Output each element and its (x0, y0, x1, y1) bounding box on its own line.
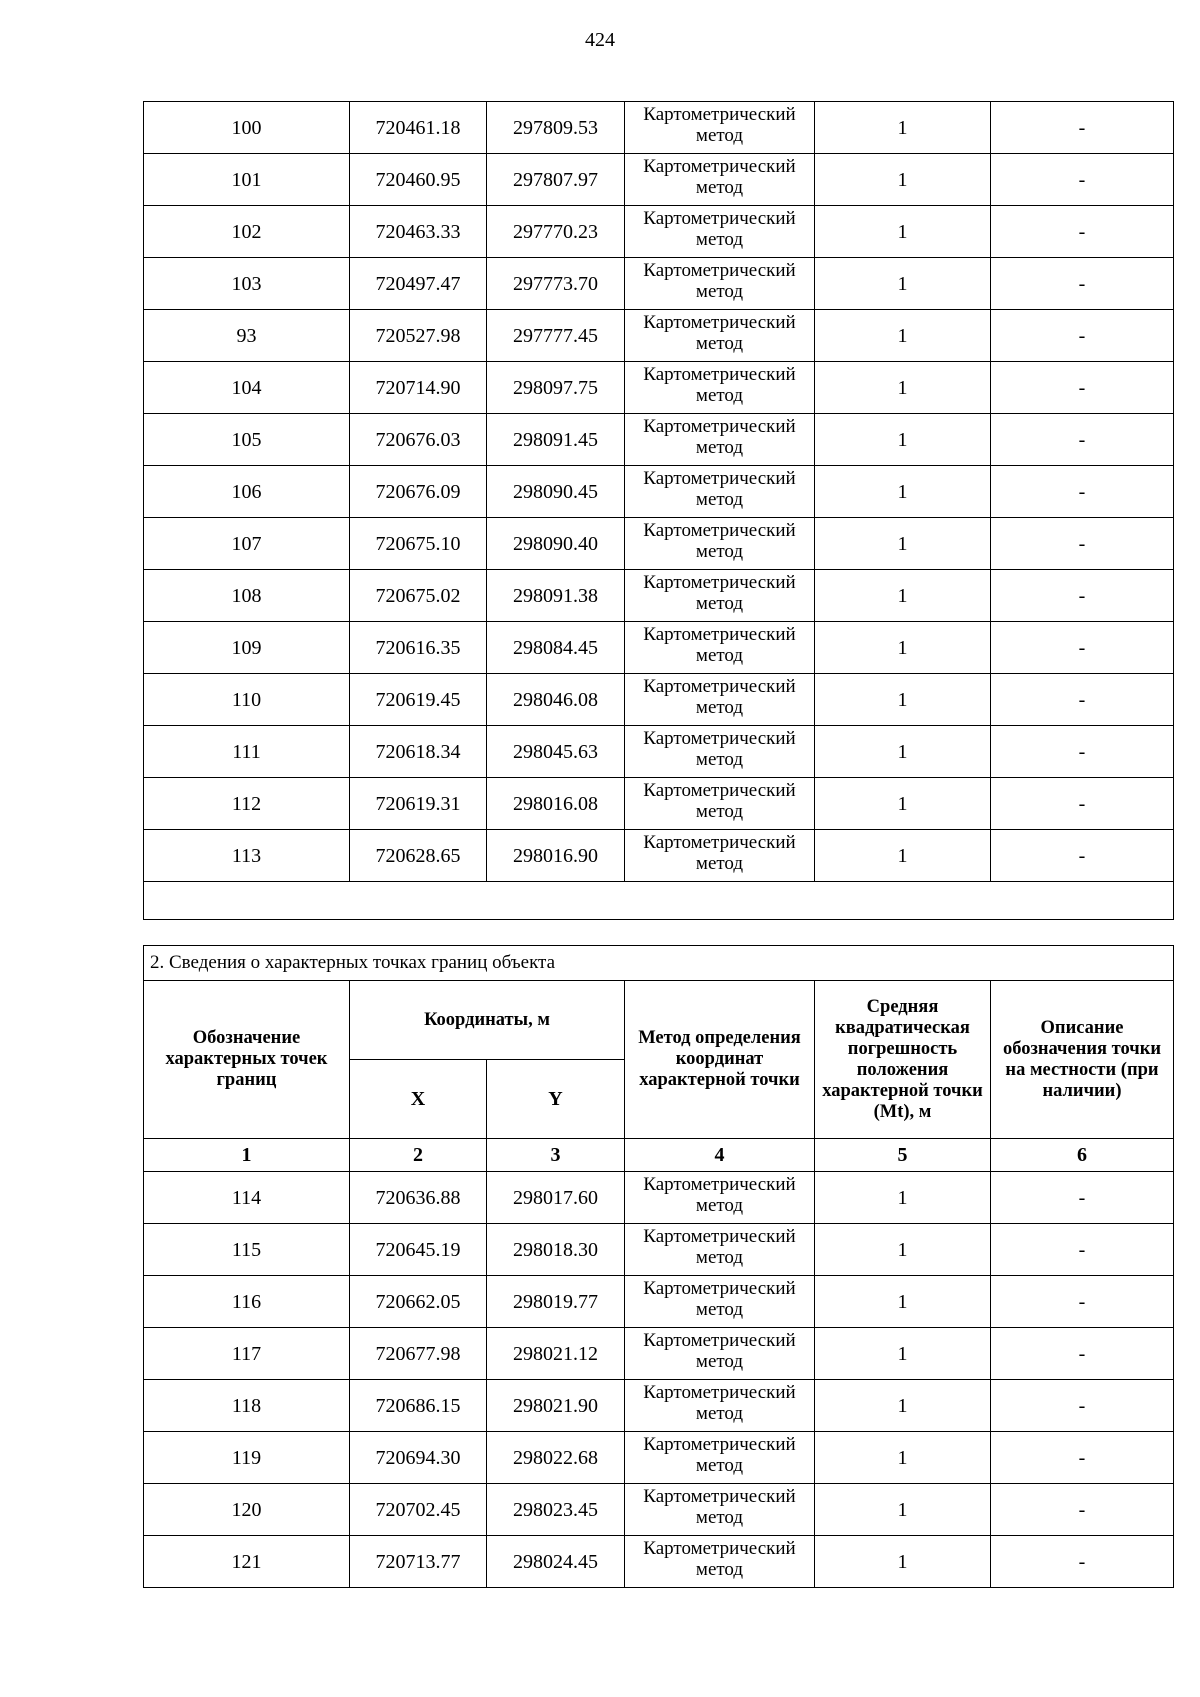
cell-x: 720676.09 (350, 466, 487, 518)
cell-mt: 1 (815, 1380, 991, 1432)
method-line: Картометрический (643, 312, 796, 333)
cell-point: 114 (144, 1172, 350, 1224)
header-x: X (350, 1060, 487, 1139)
table-row (144, 1328, 1174, 1380)
table-caption: 2. Сведения о характерных точках границ объекта (144, 946, 1174, 981)
table-caption-row (144, 946, 1174, 981)
method-line: метод (695, 125, 744, 146)
table-row (144, 1276, 1174, 1328)
cell-method (625, 1536, 815, 1588)
cell-method (625, 362, 815, 414)
method-line: Картометрический (643, 832, 796, 853)
cell-y: 298017.60 (487, 1172, 625, 1224)
method-line: метод (695, 489, 744, 510)
cell-method (625, 674, 815, 726)
cell-x: 720676.03 (350, 414, 487, 466)
cell-y: 297809.53 (487, 102, 625, 154)
cell-mt: 1 (815, 206, 991, 258)
cell-method (625, 570, 815, 622)
method-line: Картометрический (643, 1330, 796, 1351)
table-row (144, 1484, 1174, 1536)
cell-point: 117 (144, 1328, 350, 1380)
cell-point: 93 (144, 310, 350, 362)
cell-point: 113 (144, 830, 350, 882)
cell-x: 720619.31 (350, 778, 487, 830)
cell-point: 120 (144, 1484, 350, 1536)
cell-point: 121 (144, 1536, 350, 1588)
cell-x: 720645.19 (350, 1224, 487, 1276)
cell-desc: - (991, 1172, 1174, 1224)
cell-x: 720618.34 (350, 726, 487, 778)
cell-mt: 1 (815, 1172, 991, 1224)
page-number: 424 (585, 29, 615, 51)
cell-x: 720461.18 (350, 102, 487, 154)
cell-point: 118 (144, 1380, 350, 1432)
table-row (144, 518, 1174, 570)
cell-point: 100 (144, 102, 350, 154)
cell-x: 720714.90 (350, 362, 487, 414)
cell-method (625, 154, 815, 206)
cell-point: 103 (144, 258, 350, 310)
cell-desc: - (991, 726, 1174, 778)
boundary-points-table-body (144, 1172, 1174, 1588)
cell-y: 298090.40 (487, 518, 625, 570)
cell-point: 101 (144, 154, 350, 206)
cell-method (625, 206, 815, 258)
cell-desc: - (991, 518, 1174, 570)
cell-x: 720460.95 (350, 154, 487, 206)
method-line: Картометрический (643, 1174, 796, 1195)
cell-point: 104 (144, 362, 350, 414)
cell-x: 720662.05 (350, 1276, 487, 1328)
cell-mt: 1 (815, 1276, 991, 1328)
cell-y: 298016.08 (487, 778, 625, 830)
cell-x: 720497.47 (350, 258, 487, 310)
method-line: метод (695, 177, 744, 198)
cell-desc: - (991, 206, 1174, 258)
method-line: метод (695, 385, 744, 406)
method-line: метод (695, 437, 744, 458)
cell-x: 720619.45 (350, 674, 487, 726)
method-line: метод (695, 853, 744, 874)
method-line: Картометрический (643, 364, 796, 385)
header-row (144, 981, 1174, 1060)
cell-method (625, 830, 815, 882)
cell-point: 109 (144, 622, 350, 674)
cell-desc: - (991, 1224, 1174, 1276)
method-line: метод (695, 1559, 744, 1580)
cell-point: 107 (144, 518, 350, 570)
empty-cell (144, 882, 1174, 920)
cell-desc: - (991, 674, 1174, 726)
cell-method (625, 1328, 815, 1380)
cell-method (625, 726, 815, 778)
cell-desc: - (991, 154, 1174, 206)
method-line: Картометрический (643, 624, 796, 645)
cell-mt: 1 (815, 466, 991, 518)
method-line: метод (695, 697, 744, 718)
cell-desc: - (991, 1380, 1174, 1432)
method-line: Картометрический (643, 104, 796, 125)
cell-point: 105 (144, 414, 350, 466)
method-line: метод (695, 541, 744, 562)
table-row (144, 570, 1174, 622)
cell-mt: 1 (815, 778, 991, 830)
cell-method (625, 1380, 815, 1432)
cell-mt: 1 (815, 414, 991, 466)
cell-y: 298024.45 (487, 1536, 625, 1588)
method-line: Картометрический (643, 676, 796, 697)
cell-desc: - (991, 622, 1174, 674)
cell-method (625, 1432, 815, 1484)
table-row (144, 1172, 1174, 1224)
cell-desc: - (991, 1276, 1174, 1328)
method-line: метод (695, 1403, 744, 1424)
table-row (144, 258, 1174, 310)
header-y: Y (487, 1060, 625, 1139)
column-number: 4 (625, 1139, 815, 1172)
cell-x: 720628.65 (350, 830, 487, 882)
method-line: Картометрический (643, 416, 796, 437)
cell-desc: - (991, 466, 1174, 518)
cell-point: 106 (144, 466, 350, 518)
cell-mt: 1 (815, 570, 991, 622)
cell-y: 298022.68 (487, 1432, 625, 1484)
cell-point: 111 (144, 726, 350, 778)
table-row (144, 1536, 1174, 1588)
cell-mt: 1 (815, 622, 991, 674)
method-line: метод (695, 1247, 744, 1268)
method-line: метод (695, 1195, 744, 1216)
cell-mt: 1 (815, 518, 991, 570)
method-line: метод (695, 749, 744, 770)
cell-desc: - (991, 1432, 1174, 1484)
table-row (144, 726, 1174, 778)
table-row (144, 830, 1174, 882)
cell-desc: - (991, 1328, 1174, 1380)
cell-point: 110 (144, 674, 350, 726)
cell-desc: - (991, 310, 1174, 362)
cell-point: 115 (144, 1224, 350, 1276)
cell-y: 298021.12 (487, 1328, 625, 1380)
cell-mt: 1 (815, 726, 991, 778)
cell-method (625, 414, 815, 466)
column-number: 1 (144, 1139, 350, 1172)
cell-y: 297807.97 (487, 154, 625, 206)
method-line: Картометрический (643, 1486, 796, 1507)
method-line: Картометрический (643, 1538, 796, 1559)
method-line: Картометрический (643, 1382, 796, 1403)
cell-mt: 1 (815, 310, 991, 362)
table-row (144, 154, 1174, 206)
boundary-points-table (143, 945, 1174, 1588)
cell-method (625, 310, 815, 362)
empty-row (144, 882, 1174, 920)
cell-method (625, 1224, 815, 1276)
method-line: метод (695, 1351, 744, 1372)
cell-x: 720463.33 (350, 206, 487, 258)
coordinates-table-continued (143, 101, 1174, 920)
cell-y: 298097.75 (487, 362, 625, 414)
cell-y: 298016.90 (487, 830, 625, 882)
cell-method (625, 466, 815, 518)
header-coords: Координаты, м (350, 981, 625, 1060)
table-row (144, 102, 1174, 154)
cell-method (625, 518, 815, 570)
method-line: Картометрический (643, 1434, 796, 1455)
cell-point: 108 (144, 570, 350, 622)
cell-x: 720616.35 (350, 622, 487, 674)
method-line: Картометрический (643, 572, 796, 593)
cell-point: 119 (144, 1432, 350, 1484)
cell-method (625, 778, 815, 830)
method-line: метод (695, 645, 744, 666)
method-line: Картометрический (643, 520, 796, 541)
method-line: метод (695, 281, 744, 302)
column-numbers-row (144, 1139, 1174, 1172)
cell-desc: - (991, 830, 1174, 882)
cell-x: 720713.77 (350, 1536, 487, 1588)
header-point: Обозначение характерных точек границ (144, 981, 350, 1139)
method-line: Картометрический (643, 780, 796, 801)
cell-method (625, 1172, 815, 1224)
cell-point: 116 (144, 1276, 350, 1328)
cell-y: 298091.45 (487, 414, 625, 466)
method-line: Картометрический (643, 156, 796, 177)
cell-mt: 1 (815, 674, 991, 726)
table-row (144, 778, 1174, 830)
method-line: метод (695, 333, 744, 354)
method-line: метод (695, 1507, 744, 1528)
cell-y: 297777.45 (487, 310, 625, 362)
cell-y: 298018.30 (487, 1224, 625, 1276)
cell-y: 298021.90 (487, 1380, 625, 1432)
cell-mt: 1 (815, 102, 991, 154)
method-line: метод (695, 1299, 744, 1320)
header-method: Метод определения координат характерной точки (625, 981, 815, 1139)
cell-mt: 1 (815, 258, 991, 310)
cell-y: 298091.38 (487, 570, 625, 622)
table-row (144, 622, 1174, 674)
cell-x: 720702.45 (350, 1484, 487, 1536)
cell-desc: - (991, 778, 1174, 830)
method-line: Картометрический (643, 728, 796, 749)
cell-y: 298084.45 (487, 622, 625, 674)
cell-y: 297770.23 (487, 206, 625, 258)
table-row (144, 674, 1174, 726)
table-row (144, 310, 1174, 362)
cell-mt: 1 (815, 1224, 991, 1276)
method-line: метод (695, 801, 744, 822)
cell-mt: 1 (815, 1484, 991, 1536)
header-mt: Средняя квадратическая погрешность положения характерной точки (Mt), м (815, 981, 991, 1139)
column-number: 5 (815, 1139, 991, 1172)
table-row (144, 206, 1174, 258)
table-row (144, 414, 1174, 466)
method-line: метод (695, 1455, 744, 1476)
cell-mt: 1 (815, 1536, 991, 1588)
cell-x: 720636.88 (350, 1172, 487, 1224)
cell-y: 298045.63 (487, 726, 625, 778)
cell-y: 298090.45 (487, 466, 625, 518)
method-line: Картометрический (643, 468, 796, 489)
cell-x: 720677.98 (350, 1328, 487, 1380)
cell-mt: 1 (815, 1432, 991, 1484)
method-line: Картометрический (643, 1226, 796, 1247)
column-number: 2 (350, 1139, 487, 1172)
cell-method (625, 1484, 815, 1536)
method-line: Картометрический (643, 260, 796, 281)
method-line: Картометрический (643, 1278, 796, 1299)
cell-x: 720686.15 (350, 1380, 487, 1432)
cell-mt: 1 (815, 830, 991, 882)
cell-mt: 1 (815, 154, 991, 206)
cell-point: 112 (144, 778, 350, 830)
cell-x: 720675.10 (350, 518, 487, 570)
cell-desc: - (991, 258, 1174, 310)
cell-x: 720527.98 (350, 310, 487, 362)
cell-desc: - (991, 1536, 1174, 1588)
header-desc: Описание обозначения точки на местности (при наличии) (991, 981, 1174, 1139)
table-row (144, 362, 1174, 414)
table-row (144, 1224, 1174, 1276)
column-number: 3 (487, 1139, 625, 1172)
cell-point: 102 (144, 206, 350, 258)
cell-x: 720675.02 (350, 570, 487, 622)
cell-y: 298019.77 (487, 1276, 625, 1328)
table-row (144, 1380, 1174, 1432)
coordinates-table-body (144, 102, 1174, 920)
cell-desc: - (991, 362, 1174, 414)
method-line: метод (695, 593, 744, 614)
cell-desc: - (991, 1484, 1174, 1536)
cell-y: 298023.45 (487, 1484, 625, 1536)
cell-desc: - (991, 414, 1174, 466)
cell-mt: 1 (815, 362, 991, 414)
cell-method (625, 258, 815, 310)
cell-y: 297773.70 (487, 258, 625, 310)
method-line: метод (695, 229, 744, 250)
table-row (144, 466, 1174, 518)
cell-mt: 1 (815, 1328, 991, 1380)
cell-y: 298046.08 (487, 674, 625, 726)
cell-method (625, 1276, 815, 1328)
column-number: 6 (991, 1139, 1174, 1172)
cell-desc: - (991, 102, 1174, 154)
cell-x: 720694.30 (350, 1432, 487, 1484)
cell-method (625, 622, 815, 674)
cell-method (625, 102, 815, 154)
table-row (144, 1432, 1174, 1484)
method-line: Картометрический (643, 208, 796, 229)
cell-desc: - (991, 570, 1174, 622)
